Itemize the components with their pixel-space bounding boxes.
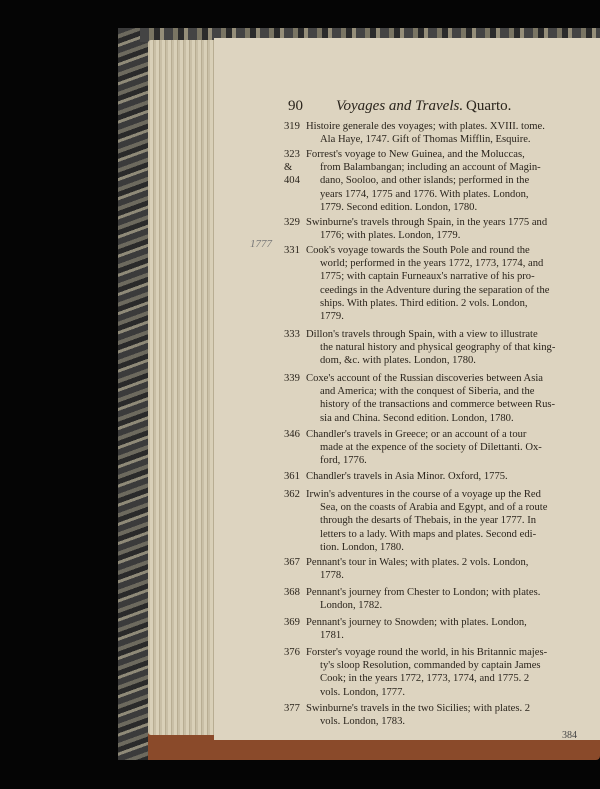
entry-line: Pennant's journey from Chester to London; with plates. [306, 587, 541, 598]
entry-line: Coxe's account of the Russian discoveries between Asia [306, 373, 543, 384]
entry-line: Cook's voyage towards the South Pole and round the [306, 245, 530, 256]
entry-line: Pennant's tour in Wales; with plates. 2 vols. London, [306, 557, 529, 568]
catalog-entry [284, 646, 596, 699]
entry-line: ty's sloop Resolution, commanded by captain James [320, 660, 541, 672]
entry-line: Histoire generale des voyages; with plates. XVIII. tome. [306, 121, 545, 132]
catalog-entry [284, 328, 596, 368]
entry-line: and America; with the conquest of Siberia, and the [320, 386, 535, 398]
page-title: Voyages and Travels. [336, 98, 464, 114]
catalog-entry [284, 470, 596, 483]
entry-line: Ala Haye, 1747. Gift of Thomas Mifflin, Esquire. [320, 134, 531, 146]
catalog-entry [284, 244, 596, 323]
catalog-entry [284, 372, 596, 425]
entry-line: vols. London, 1783. [320, 716, 406, 728]
catalog-entry [284, 148, 596, 214]
entry-number: 368 [284, 587, 300, 598]
entry-line: dom, &c. with plates. London, 1780. [320, 355, 476, 367]
entry-line: London, 1782. [320, 600, 383, 612]
catalog-entry [284, 702, 596, 728]
entry-line: Chandler's travels in Greece; or an account of a tour [306, 429, 527, 440]
entry-number: 319 [284, 121, 300, 132]
entry-line: years 1774, 1775 and 1776. With plates. London, [320, 188, 529, 200]
margin-note: 1777 [250, 238, 272, 250]
entry-line: 1775; with captain Furneaux's narrative of his pro- [320, 271, 535, 283]
entry-line: vols. London, 1777. [320, 686, 406, 698]
entry-line: history of the transactions and commerce between Rus- [320, 399, 556, 411]
entry-number: 331 [284, 245, 300, 256]
catalog-entry [284, 616, 596, 642]
entry-number: 376 [284, 647, 300, 658]
entry-line: Swinburne's travels in the two Sicilies; with plates. 2 [306, 703, 531, 714]
entry-line: Forster's voyage round the world, in his Britannic majes- [306, 647, 548, 658]
entry-number: 339 [284, 373, 300, 384]
entry-line: ships. With plates. Third edition. 2 vols. London, [320, 297, 528, 309]
entry-number: 323 & 404 [284, 149, 300, 186]
entry-line: Irwin's adventures in the course of a voyage up the Red [306, 489, 541, 500]
entry-number: 346 [284, 429, 300, 440]
entry-line: Sea, on the coasts of Arabia and Egypt, and of a route [320, 502, 548, 514]
corner-note: 384 [562, 730, 577, 741]
entry-line: 1779. Second edition. London, 1780. [320, 201, 478, 213]
entry-line: sia and China. Second edition. London, 1780. [320, 412, 514, 424]
entry-line: Chandler's travels in Asia Minor. Oxford, 1775. [306, 471, 508, 482]
format-label: Quarto. [466, 98, 512, 114]
entry-line: through the desarts of Thebais, in the year 1777. In [320, 515, 537, 527]
entry-number: 377 [284, 703, 300, 714]
entry-line: Swinburne's travels through Spain, in the years 1775 and [306, 217, 548, 228]
page-content [214, 38, 600, 740]
entry-line: Dillon's travels through Spain, with a view to illustrate [306, 329, 538, 340]
entry-number: 333 [284, 329, 300, 340]
entry-line: 1781. [320, 630, 344, 642]
entry-number: 367 [284, 557, 300, 568]
entry-line: 1779. [320, 311, 344, 323]
catalog-entry [284, 120, 596, 146]
entry-line: Forrest's voyage to New Guinea, and the Moluccas, [306, 149, 525, 160]
entry-line: the natural history and physical geography of that king- [320, 342, 556, 354]
book-page [214, 38, 600, 740]
entry-line: 1776; with plates. London, 1779. [320, 230, 461, 242]
entry-line: Pennant's journey to Snowden; with plates. London, [306, 617, 527, 628]
entry-line: ford, 1776. [320, 455, 367, 467]
catalog-entry [284, 488, 596, 554]
entry-line: tion. London, 1780. [320, 541, 404, 553]
page-edges [148, 40, 220, 735]
catalog-entry [284, 428, 596, 468]
entry-line: 1778. [320, 570, 344, 582]
entry-number: 362 [284, 489, 300, 500]
entry-number: 361 [284, 471, 300, 482]
entry-number: 329 [284, 217, 300, 228]
entry-number: 369 [284, 617, 300, 628]
entry-line: ceedings in the Adventure during the separation of the [320, 284, 550, 296]
entry-line: dano, Sooloo, and other islands; performed in the [320, 175, 530, 187]
catalog-entry [284, 216, 596, 242]
entry-line: Cook; in the years 1772, 1773, 1774, and 1775. 2 [320, 673, 530, 685]
catalog-entry [284, 556, 596, 582]
page-number: 90 [288, 98, 303, 114]
entry-line: from Balambangan; including an account of Magin- [320, 162, 541, 174]
entry-line: made at the expence of the society of Dilettanti. Ox- [320, 442, 542, 454]
catalog-entry [284, 586, 596, 612]
entry-line: world; performed in the years 1772, 1773, 1774, and [320, 258, 544, 270]
entry-line: letters to a lady. With maps and plates. Second edi- [320, 528, 537, 540]
marbled-spine [118, 28, 148, 760]
